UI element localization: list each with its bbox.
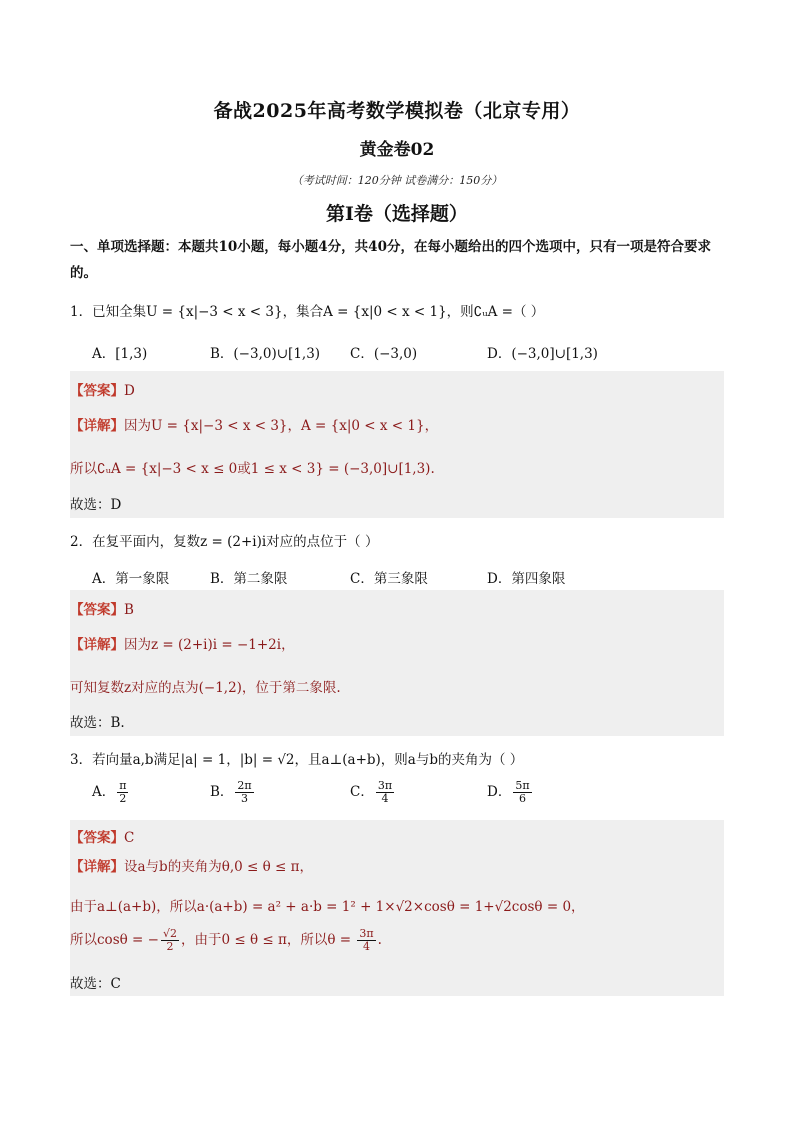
q3-detail-2: 由于a⊥(a+b)，所以a·(a+b) = a² + a·b = 1² + 1×√2×cosθ = 1+√2cosθ = 0，	[70, 899, 585, 915]
fraction-denominator: 2	[119, 792, 127, 805]
fraction-denominator: 2	[166, 940, 174, 953]
option-fraction	[513, 780, 531, 805]
q2-answer	[70, 598, 134, 618]
q2-option-a: A．第一象限	[92, 571, 170, 587]
question-2-stem: 2．在复平面内，复数z = (2+i)i对应的点位于（ ）	[70, 534, 379, 550]
fraction-numerator: 5π	[515, 779, 530, 792]
option-label: C．	[350, 784, 374, 800]
detail-text: 因为z = (2+i)i = −1+2i，	[124, 637, 295, 653]
q2-detail-1	[70, 633, 295, 653]
q1-detail-2: 所以∁ᵤA = {x|−3 < x ≤ 0或1 ≤ x < 3} = (−3,0]∪[1,3).	[70, 461, 435, 477]
option-fraction	[235, 780, 253, 805]
q2-answer-box	[70, 590, 724, 736]
question-3-stem: 3．若向量a,b满足|a| = 1，|b| = √2，且a⊥(a+b)，则a与b的夹角为（ ）	[70, 752, 524, 768]
q1-option-c: C．(−3,0)	[350, 346, 418, 362]
q3-option-d	[487, 780, 534, 805]
q2-option-c: C．第三象限	[350, 571, 428, 587]
answer-tag: 【答案】	[70, 830, 124, 846]
detail-fraction	[161, 928, 179, 953]
fraction-numerator: π	[119, 779, 127, 792]
fraction-denominator: 4	[362, 940, 370, 953]
q3-detail-3	[70, 928, 382, 953]
detail-text: 所以cosθ = −	[70, 932, 159, 948]
q3-option-a	[92, 780, 130, 805]
fraction-denominator: 6	[518, 792, 526, 805]
option-fraction	[376, 780, 394, 805]
fraction-numerator: 2π	[237, 779, 252, 792]
part-title: 第I卷（选择题）	[326, 203, 468, 225]
detail-tag: 【详解】	[70, 418, 124, 434]
q3-final: 故选：C	[70, 976, 121, 992]
fraction-numerator: 3π	[359, 927, 374, 940]
q1-final: 故选：D	[70, 497, 122, 513]
fraction-denominator: 3	[241, 792, 249, 805]
q3-option-b	[210, 780, 256, 805]
detail-text: 因为U = {x|−3 < x < 3}，A = {x|0 < x < 1}，	[124, 418, 439, 434]
detail-text: ，由于0 ≤ θ ≤ π，所以θ =	[180, 932, 356, 948]
q3-detail-1	[70, 855, 313, 875]
detail-fraction	[357, 928, 375, 953]
q1-detail-1	[70, 414, 438, 434]
detail-text: 设a与b的夹角为θ,0 ≤ θ ≤ π，	[124, 859, 313, 875]
q1-answer	[70, 379, 135, 399]
exam-note: （考试时间：120分钟 试卷满分：150分）	[291, 174, 503, 187]
q1-option-a: A．[1,3)	[92, 346, 148, 362]
fraction-numerator: √2	[162, 927, 177, 940]
q2-detail-2: 可知复数z对应的点为(−1,2)，位于第二象限.	[70, 680, 341, 696]
option-label: D．	[487, 784, 512, 800]
option-label: B．	[210, 784, 234, 800]
detail-tag: 【详解】	[70, 859, 124, 875]
page-title: 备战2025年高考数学模拟卷（北京专用）	[213, 100, 581, 122]
q1-option-b: B．(−3,0)∪[1,3)	[210, 346, 321, 362]
section-intro: 一、单项选择题：本题共10小题，每小题4分，共40分，在每小题给出的四个选项中，只有一项是符合要求的。	[70, 239, 711, 281]
q3-answer	[70, 826, 134, 846]
q3-answer-box	[70, 820, 724, 996]
answer-tag: 【答案】	[70, 383, 124, 399]
q1-answer-box	[70, 371, 724, 518]
page-subtitle: 黄金卷02	[359, 140, 435, 160]
answer-tag: 【答案】	[70, 602, 124, 618]
option-label: A．	[92, 784, 116, 800]
detail-tag: 【详解】	[70, 637, 124, 653]
q2-option-d: D．第四象限	[487, 571, 566, 587]
q2-final: 故选：B.	[70, 715, 125, 731]
q3-option-c	[350, 780, 396, 805]
detail-text: .	[377, 932, 382, 948]
option-fraction	[117, 780, 128, 805]
question-1-stem: 1．已知全集U = {x|−3 < x < 3}，集合A = {x|0 < x < 1}，则∁ᵤA =（ ）	[70, 304, 545, 320]
answer-value: C	[124, 830, 135, 846]
q1-option-d: D．(−3,0]∪[1,3)	[487, 346, 598, 362]
answer-value: B	[124, 602, 134, 618]
q2-option-b: B．第二象限	[210, 571, 288, 587]
fraction-numerator: 3π	[377, 779, 393, 792]
answer-value: D	[124, 383, 135, 399]
fraction-denominator: 4	[381, 792, 389, 805]
